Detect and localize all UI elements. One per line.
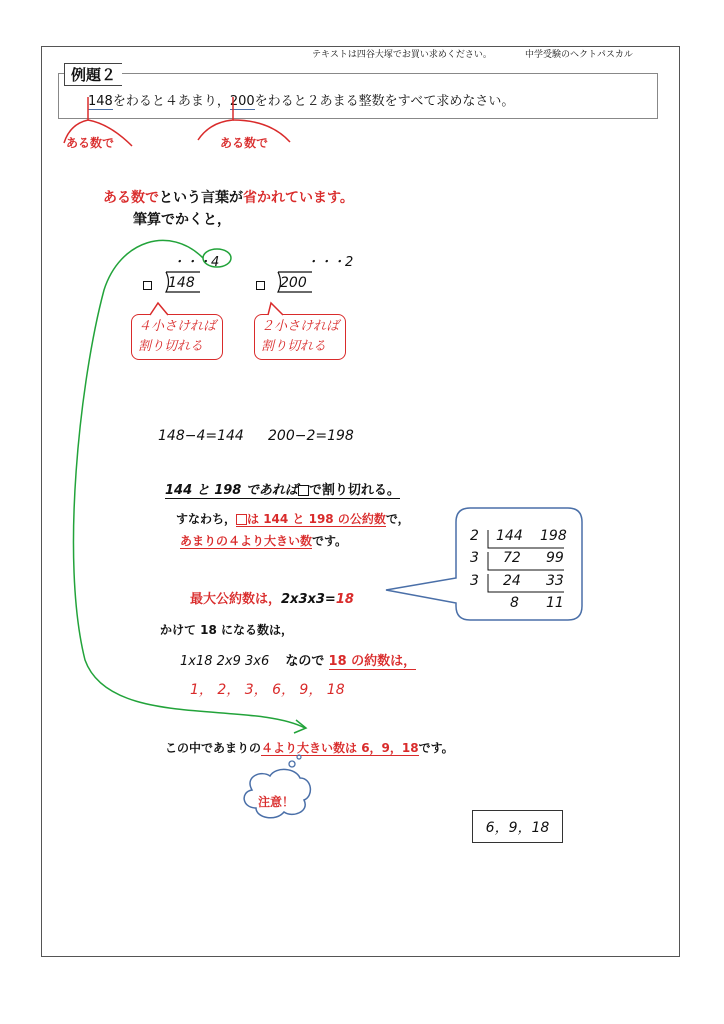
bubble-right-line2: 割り切れる: [261, 339, 327, 354]
ladder-r1c1: 72: [503, 550, 521, 566]
caution-note: 注意！: [258, 795, 295, 809]
header-note: テキストは四谷大塚でお買い求めください。: [312, 50, 492, 60]
conclusion-line3: [180, 532, 347, 549]
header-brand: 中学受験のヘクトパスカル: [525, 50, 633, 60]
problem-t1: をわると４あまり，: [112, 94, 230, 109]
explain-line2: 筆算でかくと，: [133, 212, 231, 228]
divisors-pairs: 1x18 2x9 3x6: [180, 654, 270, 669]
conclusion-line2-c: で，: [385, 512, 410, 526]
annotation-aru-kazu-left: ある数で: [66, 136, 115, 150]
problem-t2: をわると２あまる整数をすべて求めなさい。: [254, 94, 515, 109]
conclusion-line2-b: は 144 と 198 の公約数: [247, 512, 386, 526]
conclusion-line2-a: すなわち，: [176, 512, 237, 526]
annotation-aru-kazu-right: ある数で: [220, 136, 269, 150]
conclusion-line2: [176, 510, 410, 527]
bubble-right-line1: ２小さければ: [261, 319, 340, 334]
conclusion-line3-tail: です。: [312, 534, 348, 548]
left-divisor-box: [143, 275, 152, 294]
ladder-r0c0: 2: [470, 528, 479, 544]
divisors-line1: かけて 18 になる数は，: [160, 623, 294, 637]
ladder-r1c2: 99: [546, 550, 564, 566]
right-remainder: ・・・2: [306, 255, 354, 270]
conclusion-line3-red: あまりの４より大きい数: [180, 534, 313, 548]
ladder-r2c1: 24: [503, 573, 521, 589]
equation-1: 148−4=144: [158, 428, 244, 444]
divisor-box-icon: [298, 485, 309, 496]
explain-mid: という言葉が: [159, 190, 243, 206]
bubble-left-line2: 割り切れる: [138, 339, 204, 354]
ladder-r2c0: 3: [470, 573, 479, 589]
ladder-r0c2: 198: [540, 528, 567, 544]
conclusion-line1-a: 144 と 198 であれば: [165, 483, 298, 498]
divisors-red: 18 の約数は，: [328, 654, 417, 669]
final-red: ４より大きい数は 6，9，18: [261, 741, 419, 755]
explain-red1: ある数で: [103, 190, 159, 206]
final-post: です。: [418, 741, 454, 755]
left-remainder: ・・・4: [172, 255, 220, 270]
ladder-r1c0: 3: [470, 550, 479, 566]
final-line: [165, 739, 454, 756]
ladder-r3c2: 11: [546, 595, 564, 611]
bubble-left: [131, 314, 223, 360]
gcd-value: 18: [335, 592, 354, 607]
bubble-right: [254, 314, 346, 360]
problem-n1: 148: [88, 94, 113, 109]
gcd-label: 最大公約数は，: [190, 592, 282, 607]
answer-box: 6，9，18: [472, 810, 563, 843]
ladder-r0c1: 144: [496, 528, 523, 544]
left-dividend: 148: [168, 275, 195, 291]
page-frame: [41, 46, 680, 957]
divisors-mid: なので: [285, 654, 325, 669]
header-rule: [41, 40, 680, 41]
conclusion-line1-b: で割り切れる。: [308, 483, 400, 498]
divisors-list: 1， 2， 3， 6， 9， 18: [190, 682, 345, 698]
ladder-r3c1: 8: [510, 595, 519, 611]
right-dividend: 200: [280, 275, 307, 291]
gcd-expr: 2x3x3=: [281, 592, 336, 607]
example-tag: 例題２: [64, 63, 122, 86]
final-pre: この中であまりの: [165, 741, 262, 755]
conclusion-line1: [165, 479, 400, 499]
bubble-left-line1: ４小さければ: [138, 319, 217, 334]
problem-text: [88, 90, 514, 109]
divisors-line2: [180, 650, 416, 669]
problem-n2: 200: [229, 94, 255, 109]
explain-red2: 省かれています。: [243, 190, 354, 206]
right-divisor-box: [256, 275, 265, 294]
equation-2: 200−2=198: [268, 428, 354, 444]
divisor-box-red-icon: [236, 514, 247, 525]
ladder-r2c2: 33: [546, 573, 564, 589]
gcd-line: [190, 588, 354, 607]
explain-line1: [103, 187, 354, 207]
